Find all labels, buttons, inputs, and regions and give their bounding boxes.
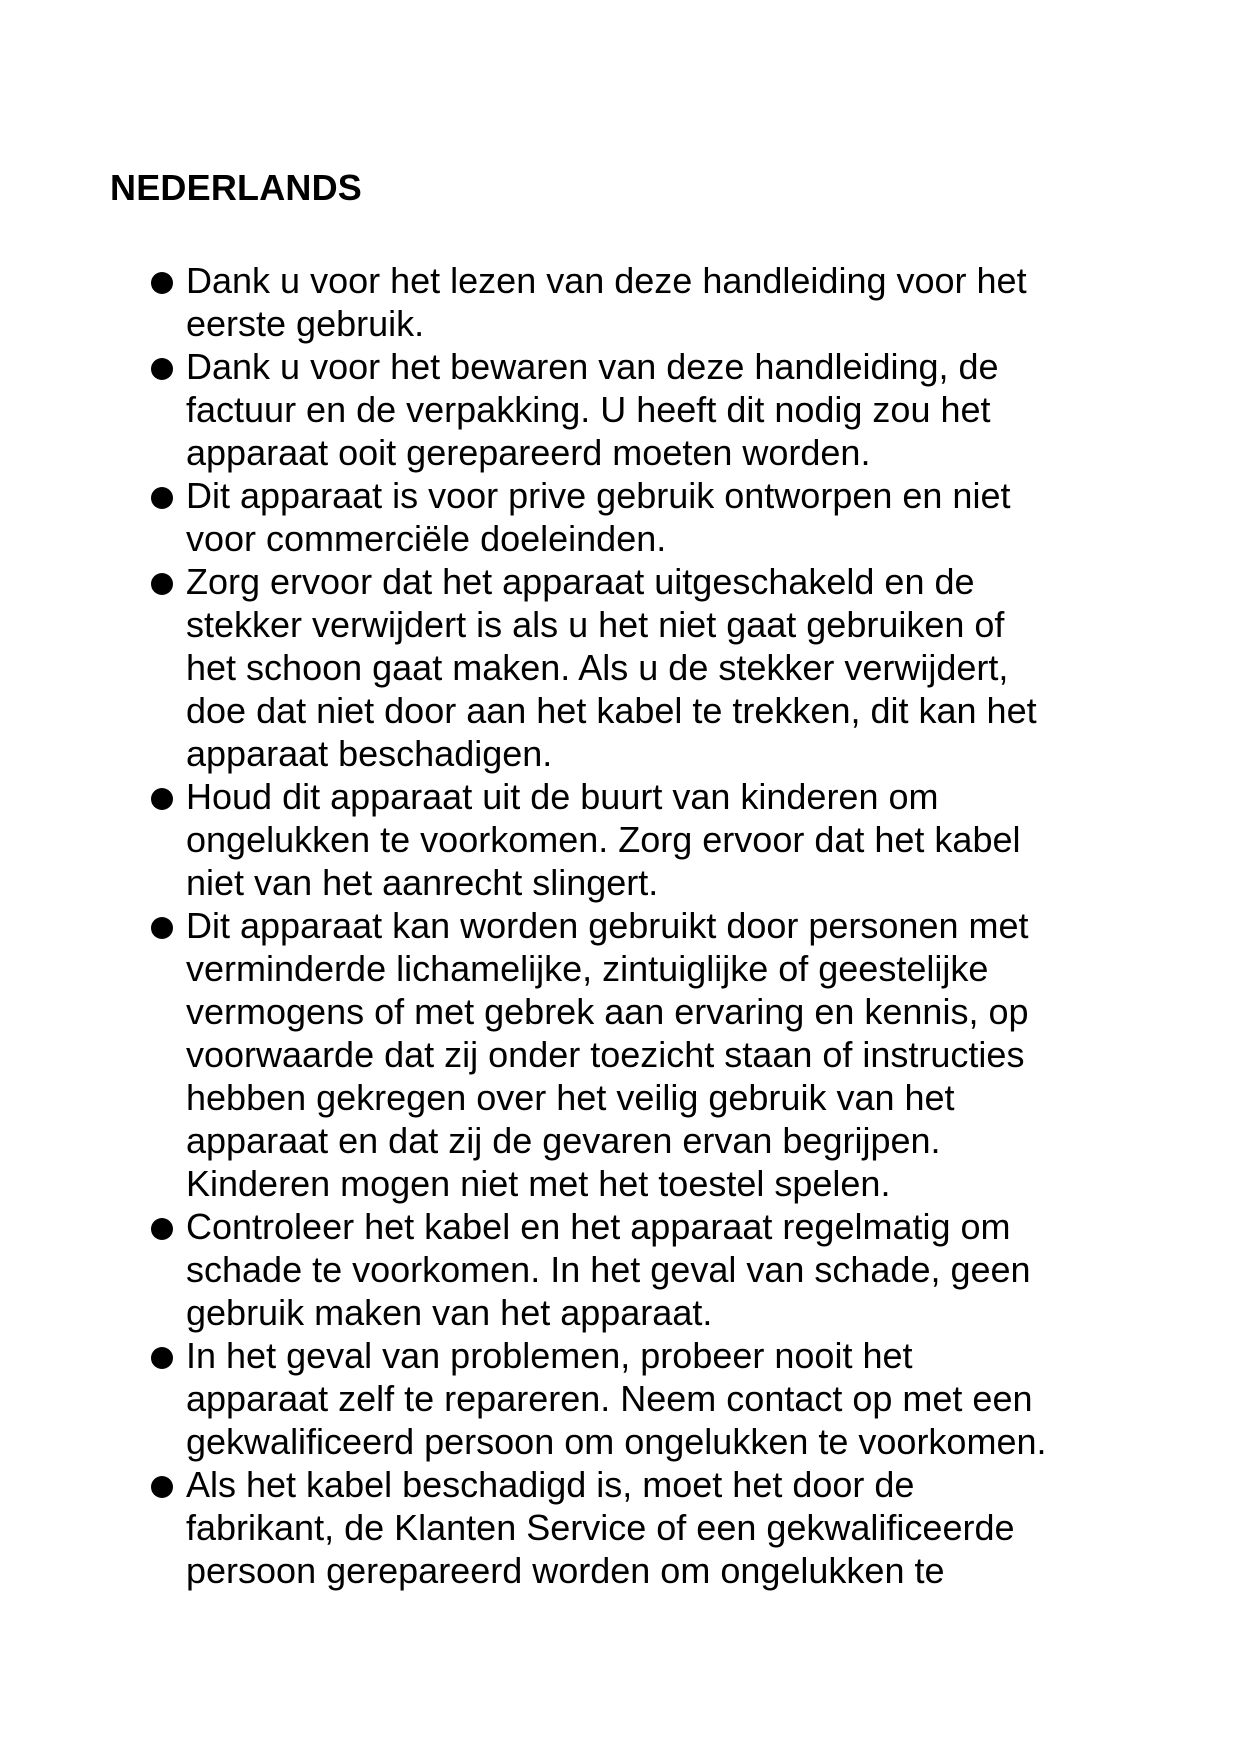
item-line: In het geval van problemen, probeer nooit het xyxy=(186,1335,913,1376)
list-item xyxy=(150,474,1160,560)
item-line: Kinderen mogen niet met het toestel spelen. xyxy=(186,1163,891,1204)
item-line: stekker verwijdert is als u het niet gaat gebruiken of xyxy=(186,604,1005,645)
item-line: fabrikant, de Klanten Service of een gekwalificeerde xyxy=(186,1507,1015,1548)
item-line: eerste gebruik. xyxy=(186,303,425,344)
list-item xyxy=(150,775,1160,904)
bullet-icon xyxy=(151,358,173,380)
item-line: hebben gekregen over het veilig gebruik van het xyxy=(186,1077,955,1118)
bullet-icon xyxy=(151,487,173,509)
item-line: apparaat ooit gerepareerd moeten worden. xyxy=(186,432,871,473)
item-line: factuur en de verpakking. U heeft dit nodig zou het xyxy=(186,389,991,430)
bullet-icon xyxy=(151,1476,173,1498)
item-line: niet van het aanrecht slingert. xyxy=(186,862,659,903)
item-line: Dit apparaat is voor prive gebruik ontworpen en niet xyxy=(186,475,1011,516)
item-line: Dank u voor het bewaren van deze handleiding, de xyxy=(186,346,999,387)
item-line: voorwaarde dat zij onder toezicht staan of instructies xyxy=(186,1034,1025,1075)
item-line: apparaat zelf te repareren. Neem contact op met een xyxy=(186,1378,1033,1419)
item-line: voor commerciële doeleinden. xyxy=(186,518,667,559)
bullet-icon xyxy=(151,1347,173,1369)
item-line: Als het kabel beschadigd is, moet het door de xyxy=(186,1464,915,1505)
item-line: vermogens of met gebrek aan ervaring en kennis, op xyxy=(186,991,1029,1032)
safety-instructions-list xyxy=(150,259,1160,1592)
bullet-icon xyxy=(151,917,173,939)
list-item xyxy=(150,259,1160,345)
item-line: het schoon gaat maken. Als u de stekker verwijdert, xyxy=(186,647,1009,688)
item-line: verminderde lichamelijke, zintuiglijke of geestelijke xyxy=(186,948,989,989)
list-item xyxy=(150,345,1160,474)
item-line: gekwalificeerd persoon om ongelukken te voorkomen. xyxy=(186,1421,1047,1462)
item-line: persoon gerepareerd worden om ongelukken te xyxy=(186,1550,945,1591)
item-line: schade te voorkomen. In het geval van schade, geen xyxy=(186,1249,1031,1290)
bullet-icon xyxy=(151,788,173,810)
bullet-icon xyxy=(151,573,173,595)
list-item xyxy=(150,1334,1160,1463)
item-line: ongelukken te voorkomen. Zorg ervoor dat het kabel xyxy=(186,819,1021,860)
item-line: apparaat beschadigen. xyxy=(186,733,553,774)
item-line: Houd dit apparaat uit de buurt van kinderen om xyxy=(186,776,939,817)
section-heading: NEDERLANDS xyxy=(110,167,363,208)
item-line: Controleer het kabel en het apparaat regelmatig om xyxy=(186,1206,1011,1247)
list-item xyxy=(150,1463,1160,1592)
item-line: apparaat en dat zij de gevaren ervan begrijpen. xyxy=(186,1120,941,1161)
list-item xyxy=(150,1205,1160,1334)
item-line: doe dat niet door aan het kabel te trekken, dit kan het xyxy=(186,690,1037,731)
item-line: gebruik maken van het apparaat. xyxy=(186,1292,713,1333)
item-line: Zorg ervoor dat het apparaat uitgeschakeld en de xyxy=(186,561,975,602)
bullet-icon xyxy=(151,1218,173,1240)
item-line: Dank u voor het lezen van deze handleiding voor het xyxy=(186,260,1027,301)
list-item xyxy=(150,560,1160,775)
list-item xyxy=(150,904,1160,1205)
item-line: Dit apparaat kan worden gebruikt door personen met xyxy=(186,905,1029,946)
bullet-icon xyxy=(151,272,173,294)
